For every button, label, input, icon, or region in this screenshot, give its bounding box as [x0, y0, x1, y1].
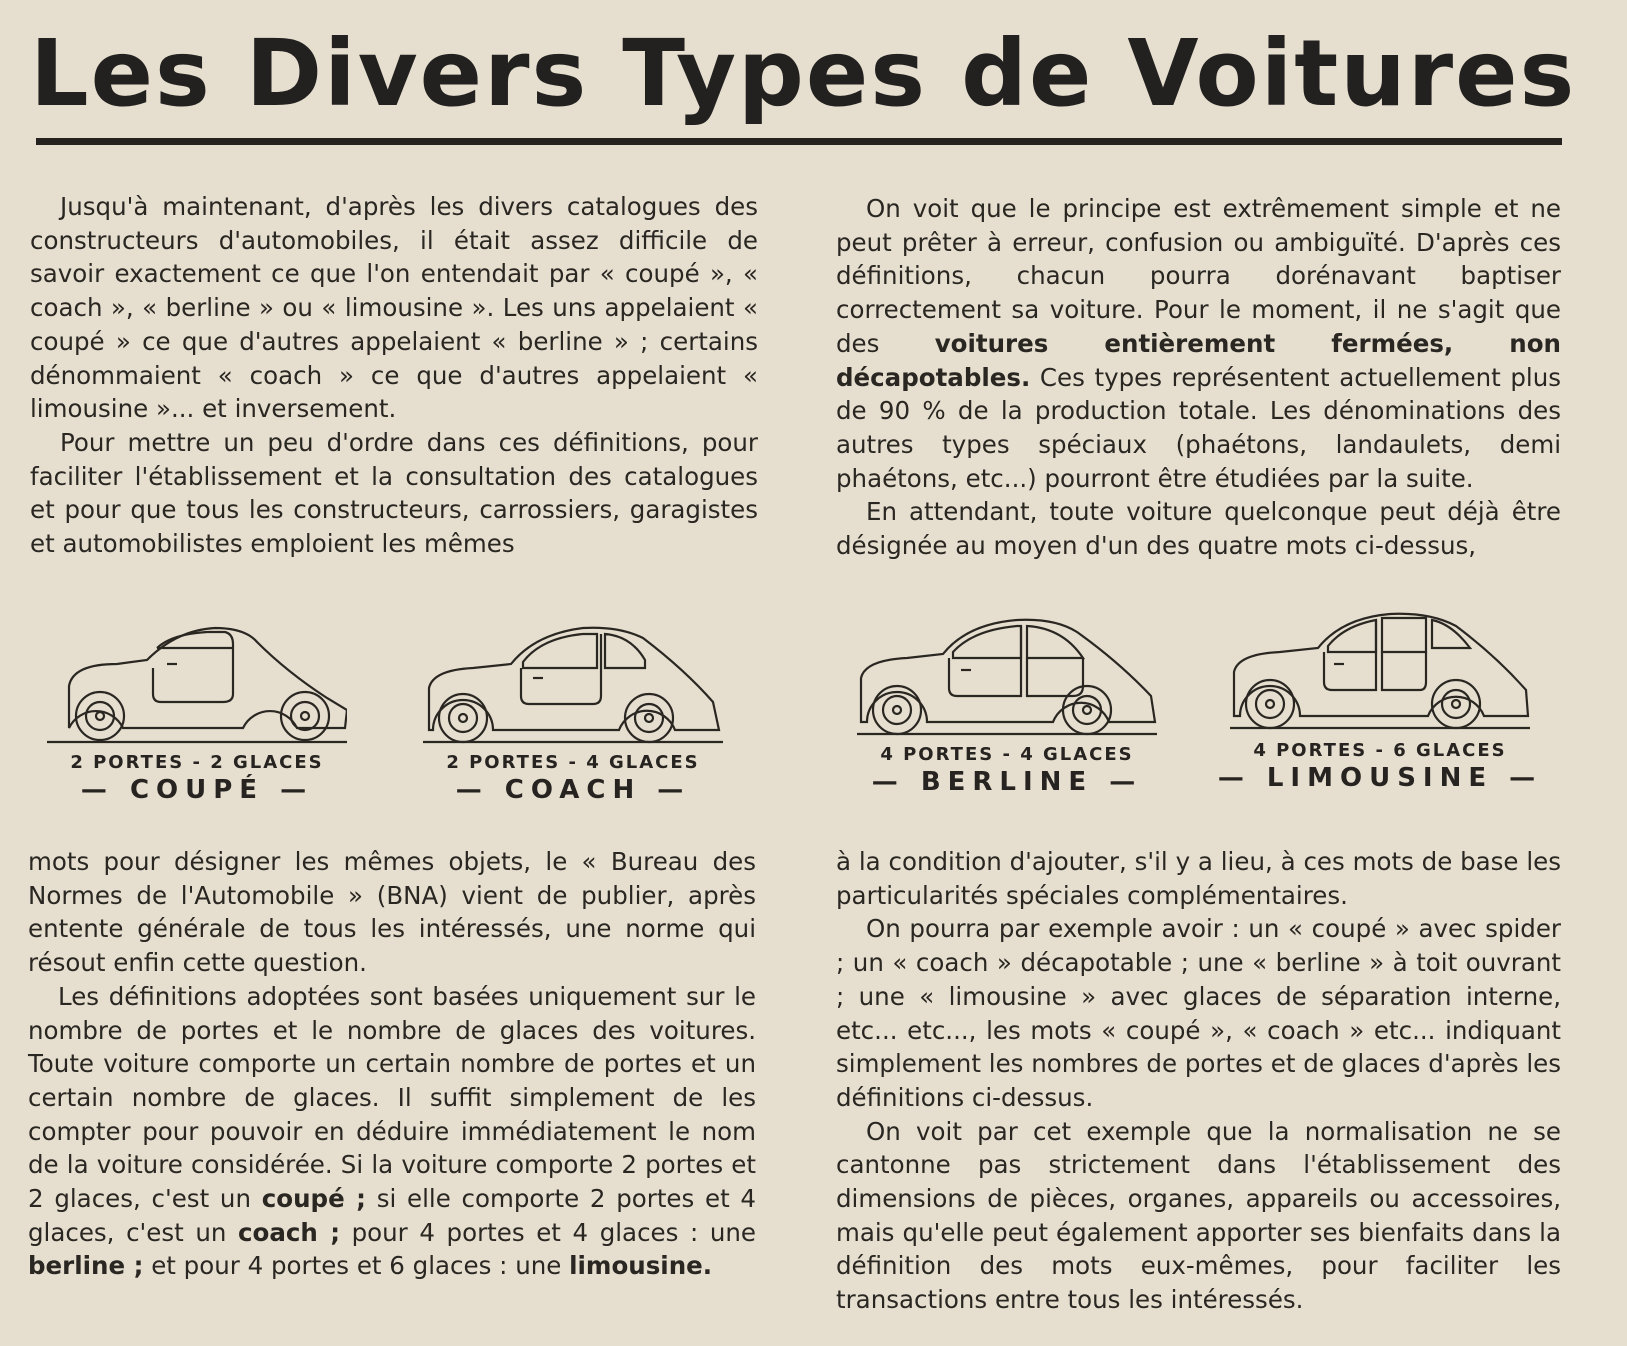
- title-rule: [36, 138, 1562, 145]
- figure-name: — COUPÉ —: [80, 775, 314, 805]
- paragraph: mots pour désigner les mêmes objets, le « Bureau des Normes de l'Automobile » (BNA) vient de publier, après entente générale de tous les intéressés, une norme qui résout enfin cette question.: [28, 847, 756, 978]
- column-left-top: [30, 190, 758, 561]
- paragraph: En attendant, toute voiture quelconque peut déjà être désignée au moyen d'un des quatre mots ci-dessus,: [836, 497, 1561, 561]
- figure-spec: 4 PORTES - 4 GLACES: [880, 744, 1134, 765]
- paragraph: [28, 980, 756, 1283]
- page-title: Les Divers Types de Voitures: [30, 20, 1577, 127]
- emphasis: limousine.: [569, 1251, 713, 1281]
- paragraph: Jusqu'à maintenant, d'après les divers catalogues des constructeurs d'automobiles, il était assez difficile de savoir exactement ce que l'on entendait par « coupé », « coach », « berline » ou « limousine ». Les uns appelaient « coupé » ce que d'autres appelaient « berline » ; certains dénommaient « coach » ce que d'autres appelaient « limousine »... et inversement.: [30, 192, 758, 424]
- figure-coach: [408, 620, 738, 805]
- figure-name: — BERLINE —: [871, 767, 1143, 797]
- berline-drawing-icon: [857, 616, 1157, 736]
- figure-spec: 4 PORTES - 6 GLACES: [1253, 740, 1507, 761]
- figure-berline: [842, 616, 1172, 797]
- figure-coupe: [32, 622, 362, 805]
- paragraph: On voit par cet exemple que la normalisation ne se cantonne pas strictement dans l'établissement des dimensions de pièces, organes, appareils ou accessoires, mais qu'elle peut également apporter ses bienfaits dans la définition des mots eux-mêmes, pour faciliter les transactions entre tous les intéressés.: [836, 1116, 1561, 1315]
- text-run: si elle comporte 2 portes et 4 glaces, c'est un: [28, 1184, 757, 1247]
- emphasis: voitures entièrement fermées, non décapotables.: [836, 328, 1561, 392]
- text-run: et pour 4 portes et 6 glaces : une: [151, 1251, 562, 1281]
- paragraph: à la condition d'ajouter, s'il y a lieu, à ces mots de base les particularités spéciales complémentaires.: [836, 847, 1561, 910]
- emphasis: coupé ;: [261, 1184, 366, 1214]
- limousine-drawing-icon: [1230, 612, 1530, 732]
- emphasis: berline ;: [28, 1251, 144, 1281]
- figure-spec: 2 PORTES - 2 GLACES: [70, 752, 324, 773]
- emphasis: coach ;: [238, 1217, 340, 1247]
- coupe-drawing-icon: [47, 622, 347, 744]
- text-run: pour 4 portes et 4 glaces : une: [351, 1217, 756, 1247]
- figure-limousine: [1210, 612, 1550, 793]
- column-right-top: [836, 192, 1561, 563]
- text-run: Ces types représentent actuellement plus de 90 % de la production totale. Les dénominations des autres types spéciaux (phaétons, landaulets, demi phaétons, etc...) pourront être étudiées par la suite.: [836, 362, 1561, 493]
- paragraph: Pour mettre un peu d'ordre dans ces définitions, pour faciliter l'établissement et la consultation des catalogues et pour que tous les constructeurs, carrossiers, garagistes et automobilistes emploient les mêmes: [30, 427, 758, 559]
- column-right-bottom: [836, 845, 1561, 1317]
- figure-name: — COACH —: [455, 775, 691, 805]
- text-run: Les définitions adoptées sont basées uniquement sur le nombre de portes et le nombre de glaces des voitures. Toute voiture comporte un certain nombre de portes et un certain nombre de glaces. Il suffit simplement de les compter pour pouvoir en déduire immédiatement le nom de la voiture considérée. Si la voiture comporte 2 portes et 2 glaces, c'est un: [28, 981, 756, 1214]
- coach-drawing-icon: [423, 620, 723, 744]
- text-run: On voit que le principe est extrêmement simple et ne peut prêter à erreur, confusion ou ambiguïté. D'après ces définitions, chacun pourra dorénavant baptiser correctement sa voiture. Pour le moment, il ne s'agit que des: [836, 194, 1561, 358]
- figure-name: — LIMOUSINE —: [1217, 763, 1543, 793]
- column-left-bottom: [28, 845, 756, 1283]
- paragraph: [836, 192, 1561, 495]
- paragraph: On pourra par exemple avoir : un « coupé » avec spider ; un « coach » décapotable ; une « berline » à toit ouvrant ; une « limousine » avec glaces de séparation interne, etc... etc..., les mots « coupé », « coach » etc... indiquant simplement les nombres de portes et de glaces d'après les définitions ci-dessus.: [836, 914, 1561, 1112]
- figure-spec: 2 PORTES - 4 GLACES: [446, 752, 700, 773]
